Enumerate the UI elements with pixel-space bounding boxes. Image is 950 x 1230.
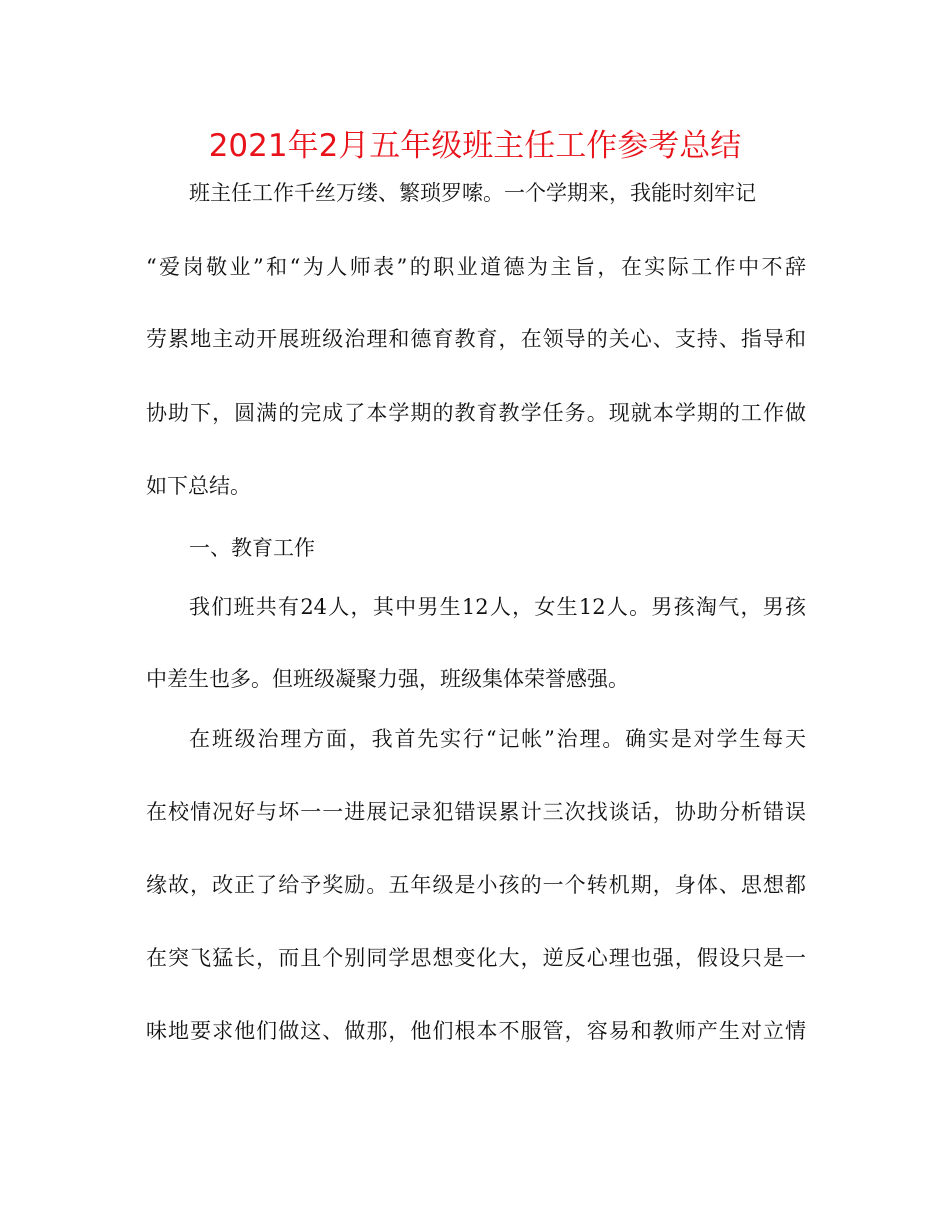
paragraph-line: 协助下，圆满的完成了本学期的教育教学任务。现就本学期的工作做 [146, 401, 806, 425]
paragraph-line: 在校情况好与坏一一进展记录犯错误累计三次找谈话，协助分析错误 [146, 800, 806, 824]
paragraph-line: 中差生也多。但班级凝聚力强，班级集体荣誉感强。 [146, 667, 629, 691]
paragraph-line: 在班级治理方面，我首先实行“记帐”治理。确实是对学生每天 [189, 727, 806, 751]
paragraph-line: 如下总结。 [146, 474, 251, 498]
section-heading: 一、教育工作 [189, 536, 315, 560]
paragraph-line: 我们班共有24人，其中男生12人，女生12人。男孩淘气，男孩 [189, 595, 806, 619]
document-title: 2021年2月五年级班主任工作参考总结 [208, 128, 742, 164]
paragraph-line: 劳累地主动开展班级治理和德育教育，在领导的关心、支持、指导和 [146, 327, 806, 351]
paragraph-line: “爱岗敬业”和“为人师表”的职业道德为主旨，在实际工作中不辞 [146, 255, 806, 279]
paragraph-line: 味地要求他们做这、做那，他们根本不服管，容易和教师产生对立情 [146, 1019, 806, 1043]
paragraph-line: 缘故，改正了给予奖励。五年级是小孩的一个转机期，身体、思想都 [146, 873, 806, 897]
paragraph-line: 在突飞猛长，而且个别同学思想变化大，逆反心理也强，假设只是一 [146, 946, 806, 970]
paragraph-line: 班主任工作千丝万缕、繁琐罗嗦。一个学期来，我能时刻牢记 [189, 181, 756, 205]
